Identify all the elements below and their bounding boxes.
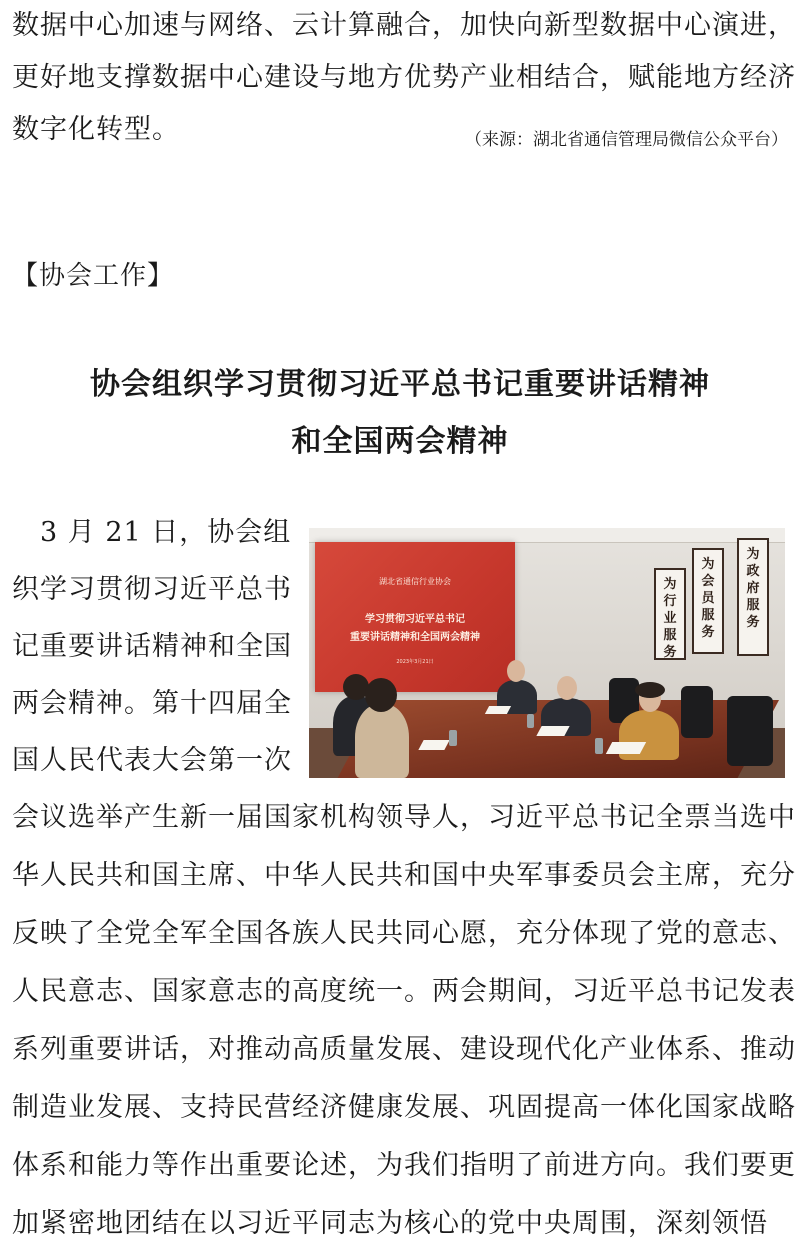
photo-ceiling (309, 528, 785, 543)
body-line-7: 体系和能力等作出重要论述，为我们指明了前进方向。我们要更 (12, 1150, 796, 1181)
scroll-1-char-4: 服 (663, 628, 677, 643)
scroll-1-char-3: 业 (663, 611, 677, 626)
intro-line-2: 更好地支撑数据中心建设与地方优势产业相结合，赋能地方经济 (12, 62, 796, 93)
scroll-2-char-5: 务 (701, 625, 715, 640)
section-tag: 【协会工作】 (12, 261, 175, 291)
screen-date: 2023年3月21日 (396, 659, 434, 665)
chair (681, 686, 713, 738)
chair (727, 696, 773, 766)
attendee-hair (635, 682, 665, 698)
scroll-3-char-3: 府 (746, 581, 760, 596)
intro-line-3: 数字化转型。 (12, 114, 180, 145)
article-title-line-1: 协会组织学习贯彻习近平总书记重要讲话精神 (90, 367, 710, 402)
scroll-2-char-1: 为 (701, 557, 715, 572)
calligraphy-scroll-1 (654, 568, 686, 660)
scroll-3-char-2: 政 (746, 564, 760, 579)
article-title (0, 356, 800, 470)
calligraphy-scroll-3 (737, 538, 769, 656)
scroll-3-char-5: 务 (746, 615, 760, 630)
lead-line-3: 记重要讲话精神和全国 (12, 631, 292, 662)
attendee-face (557, 676, 577, 700)
body-line-3: 反映了全党全军全国各族人民共同心愿，充分体现了党的意志、 (12, 918, 796, 949)
scroll-3-char-1: 为 (746, 547, 760, 562)
projection-screen (315, 542, 515, 692)
cup (527, 714, 534, 728)
scroll-2-char-2: 会 (701, 574, 715, 589)
meeting-photo (309, 528, 785, 778)
source-note: （来源：湖北省通信管理局微信公众平台） (465, 130, 788, 150)
article-body-text (12, 789, 796, 1253)
calligraphy-scroll-2 (692, 548, 724, 654)
lead-line-4: 两会精神。第十四届全 (12, 688, 292, 719)
article-title-line-2: 和全国两会精神 (291, 424, 509, 459)
lead-line-1: 3 月 21 日，协会组 (12, 517, 292, 548)
screen-title-line-1: 学习贯彻习近平总书记 (365, 614, 465, 625)
body-line-6: 制造业发展、支持民营经济健康发展、巩固提高一体化国家战略 (12, 1092, 796, 1123)
scroll-2-char-4: 服 (701, 608, 715, 623)
scroll-1-char-2: 行 (663, 594, 677, 609)
scroll-3-char-4: 服 (746, 598, 760, 613)
scroll-1-char-5: 务 (663, 645, 677, 660)
scroll-2-char-3: 员 (701, 591, 715, 606)
article-lead-text (12, 504, 297, 789)
screen-org-text: 湖北省通信行业协会 (379, 577, 451, 586)
cup (449, 730, 457, 746)
body-line-8: 加紧密地团结在以习近平同志为核心的党中央周围，深刻领悟 (12, 1208, 768, 1239)
screen-title-line-2: 重要讲话精神和全国两会精神 (350, 632, 480, 643)
attendee-head (365, 678, 397, 712)
notebook (536, 726, 569, 736)
notebook (485, 706, 511, 714)
notebook (606, 742, 646, 754)
body-line-4: 人民意志、国家意志的高度统一。两会期间，习近平总书记发表 (12, 976, 796, 1007)
lead-line-5: 国人民代表大会第一次 (12, 745, 292, 776)
body-line-2: 华人民共和国主席、中华人民共和国中央军事委员会主席，充分 (12, 860, 796, 891)
notebook (418, 740, 449, 750)
lead-line-2: 织学习贯彻习近平总书 (12, 574, 292, 605)
attendee (355, 704, 409, 778)
body-line-5: 系列重要讲话，对推动高质量发展、建设现代化产业体系、推动 (12, 1034, 796, 1065)
body-line-1: 会议选举产生新一届国家机构领导人，习近平总书记全票当选中 (12, 802, 796, 833)
intro-line-1: 数据中心加速与网络、云计算融合，加快向新型数据中心演进， (12, 10, 796, 41)
scroll-1-char-1: 为 (663, 577, 677, 592)
cup (595, 738, 603, 754)
attendee-face (507, 660, 525, 682)
